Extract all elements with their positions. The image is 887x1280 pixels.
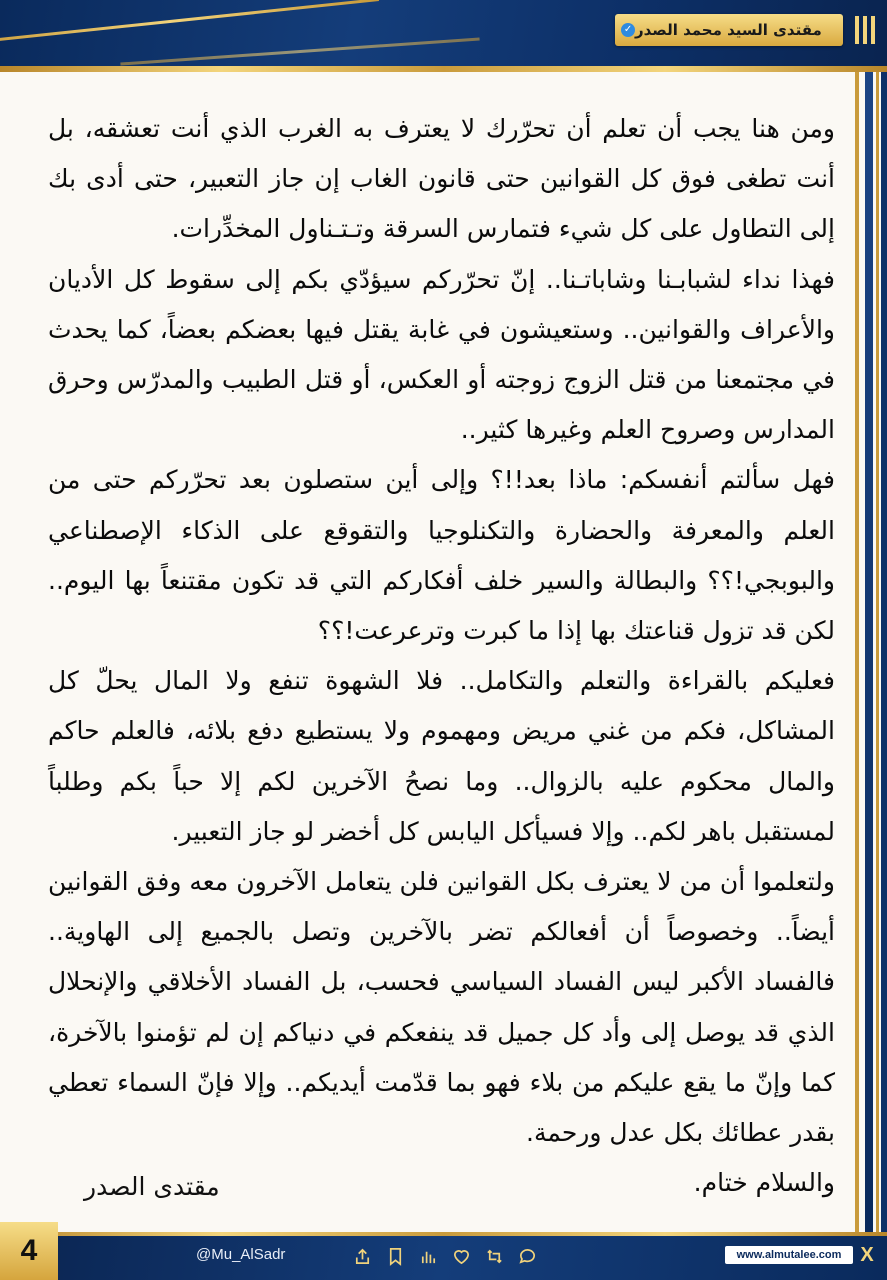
verified-badge-icon: ✓ — [621, 23, 635, 37]
stats-icon[interactable] — [418, 1246, 439, 1267]
menu-bars-icon[interactable] — [855, 16, 879, 44]
right-rail-gold-thin — [876, 72, 879, 1232]
paragraph: ولتعلموا أن من لا يعترف بكل القوانين فلن يتعامل الآخرون معه وفق القوانين أيضاً.. وخصوصاً أن أفعالكم تضر بالآخرين وتصل بالجميع إلى الهاوية.. فالفساد الأكبر ليس الفساد السياسي فحسب، بل الفساد الأخلاقي والإنحلال الذي قد يوصل إلى وأد كل جميل قد ينفعكم في دنياكم إن لم تؤمنوا بالآخرة، كما وإنّ ما يقع عليكم من بلاء فهو بما قدّمت أيديكم.. وإلا فإنّ السماء تعطي بقدر عطائك بكل عدل ورحمة. — [48, 867, 835, 1148]
reply-icon[interactable] — [517, 1246, 538, 1267]
paragraph: ومن هنا يجب أن تعلم أن تحرّرك لا يعترف به الغرب الذي أنت تعشقه، بل أنت تطغى فوق كل القوانين حتى قانون الغاب إن جاز التعبير، حتى أدى بك إلى التطاول على كل شيء فتمارس السرقة وتـتـناول المخدِّرات. — [48, 114, 835, 244]
site-logo-mark: X — [860, 1243, 874, 1266]
right-rail-gold — [855, 72, 859, 1232]
retweet-icon[interactable] — [484, 1246, 505, 1267]
paragraph: فهل سألتم أنفسكم: ماذا بعد!!؟ وإلى أين ستصلون بعد تحرّركم حتى من العلم والمعرفة والحضارة والتكنلوجيا والتقوقع على الذكاء الإصطناعي والبوبجي!؟؟ والبطالة والسير خلف أفكاركم التي قد تكون مقتنعاً بها اليوم.. لكن قد تزول قناعتك بها إذا ما كبرت وترعرعت!؟؟ — [48, 465, 835, 646]
website-url[interactable]: www.almutalee.com — [725, 1246, 853, 1264]
header-gold-line — [0, 66, 887, 72]
signature: مقتدى الصدر — [84, 1172, 220, 1201]
right-rail-edge — [881, 72, 887, 1232]
social-handle[interactable]: @Mu_AlSadr — [196, 1246, 286, 1263]
closing-line: والسلام ختام. — [693, 1168, 835, 1198]
paragraph: فهذا نداء لشبابـنا وشاباتـنا.. إنّ تحرّركم سيؤدّي بكم إلى سقوط كل الأديان والأعراف والقوانين.. وستعيشون في غابة يقتل فيها بعضكم بعضاً، كما يحدث في مجتمعنا من قتل الزوج زوجته أو العكس، أو قتل الطبيب والمدرّس وحرق المدارس وصروح العلم وغيرها كثير.. — [48, 264, 835, 445]
bookmark-icon[interactable] — [385, 1246, 406, 1267]
share-icon[interactable] — [352, 1246, 373, 1267]
author-name: مقتدى السيد محمد الصدر — [635, 21, 822, 39]
heart-icon[interactable] — [451, 1246, 472, 1267]
page-number: 4 — [0, 1222, 58, 1280]
article-body — [48, 104, 835, 1208]
right-rail-navy — [865, 72, 873, 1232]
author-title-plate — [615, 14, 843, 46]
paragraph: فعليكم بالقراءة والتعلم والتكامل.. فلا الشهوة تنفع ولا المال يحلّ كل المشاكل، فكم من غني مريض ومهموم ولا يستطيع دفع بلائه، فالعلم حاكم والمال محكوم عليه بالزوال.. وما نصحُ الآخرين لكم إلا حباً بكم وطلباً لمستقبل باهر لكم.. وإلا فسيأكل اليابس كل أخضر لو جاز التعبير. — [48, 666, 835, 846]
post-actions — [352, 1246, 538, 1267]
